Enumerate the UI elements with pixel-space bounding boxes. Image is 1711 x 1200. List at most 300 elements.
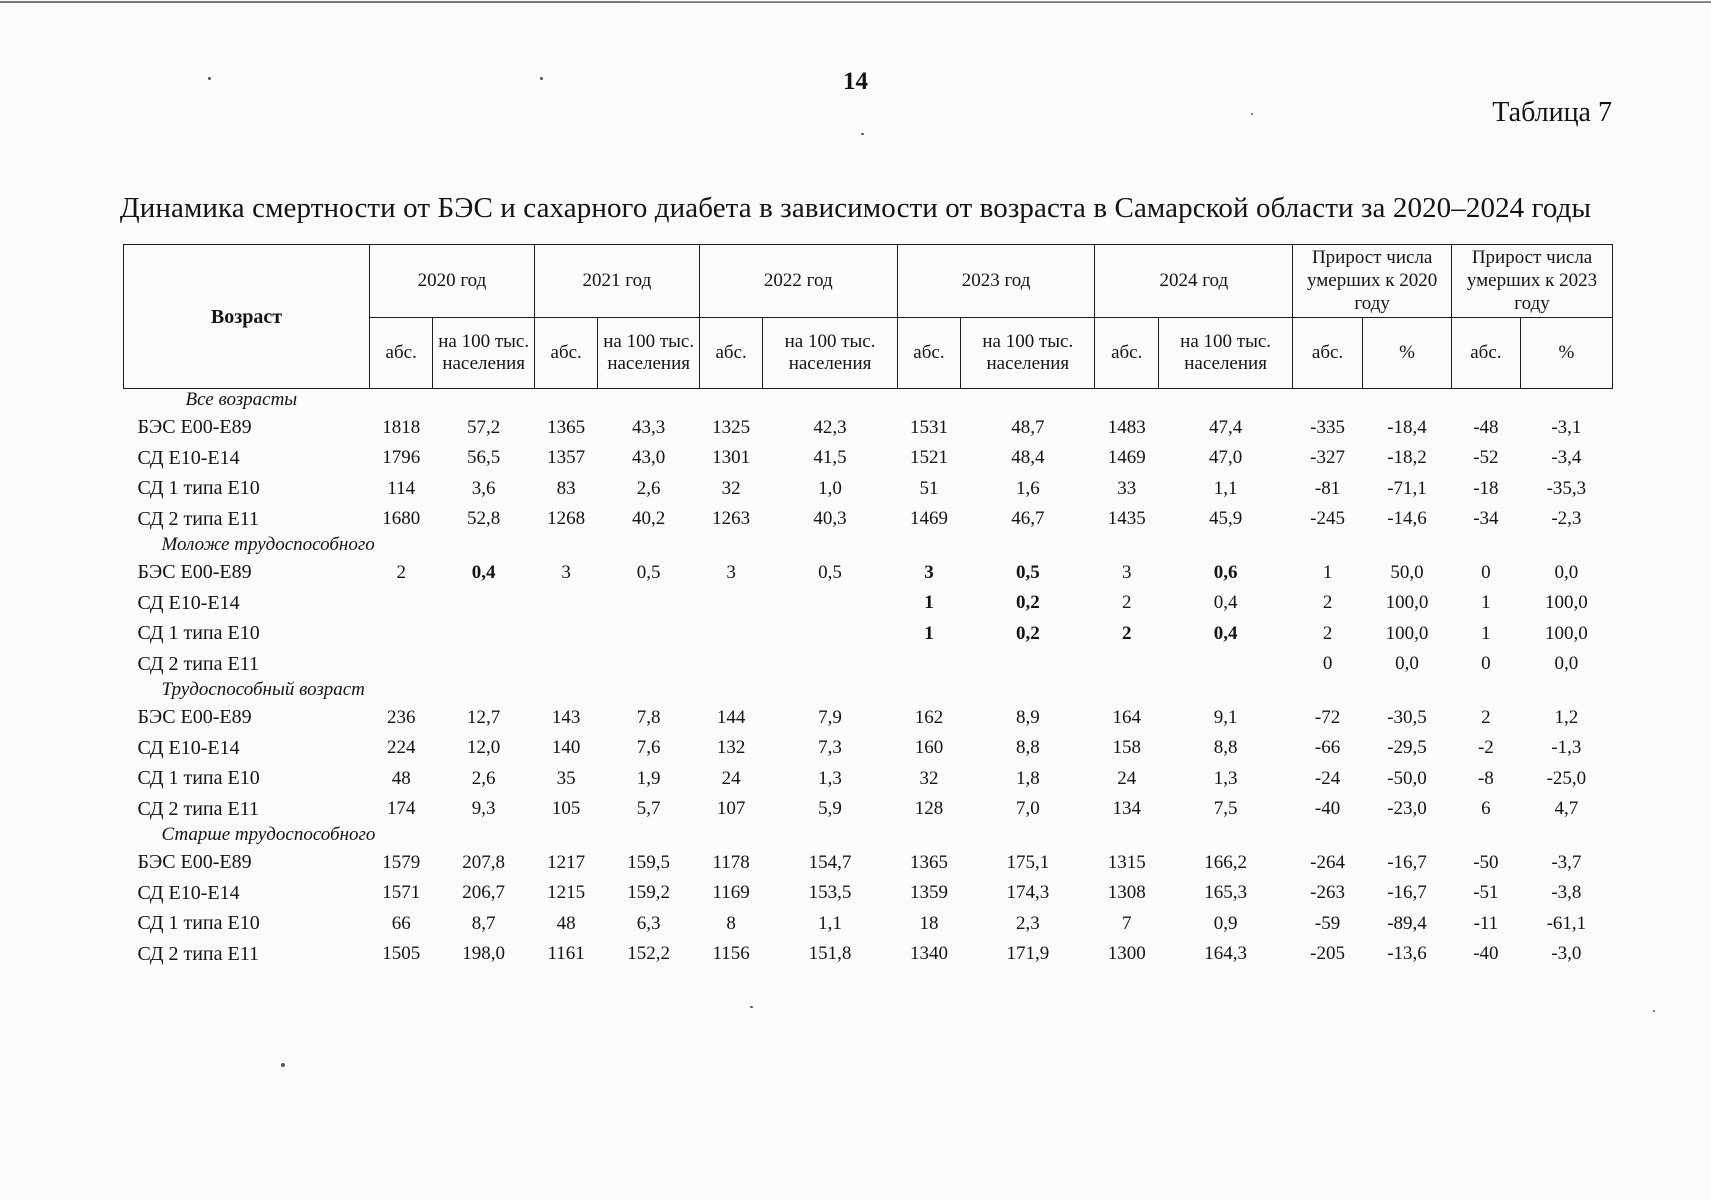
table-cell: 3 [561,561,571,583]
table-cell: 100,0 [1385,592,1429,614]
table-cell: -13,6 [1387,943,1427,965]
group-row [124,679,1613,702]
table-cell: 143 [551,706,581,728]
table-cell: 224 [386,737,416,759]
table-cell: 1531 [909,416,948,438]
table-cell: 0,6 [1213,561,1238,583]
table-cell: 128 [914,798,944,820]
scan-speck [861,133,864,135]
table-cell: 100,0 [1544,622,1588,644]
table-cell [699,649,763,680]
table-cell: 47,0 [1208,447,1243,469]
table-cell [897,649,961,680]
table-cell: 2 [1121,592,1132,614]
row-label: СД 2 типа Е11 [137,507,259,530]
header-year-2023: 2023 год [897,245,1095,318]
table-cell: 153,5 [808,882,852,904]
header-year-2022: 2022 год [699,245,897,318]
table-cell: 40,3 [813,508,847,530]
table-cell: 1 [1322,561,1333,583]
table-row [124,908,1613,939]
table-cell: 114 [387,477,416,499]
table-cell: 1,8 [1015,767,1040,789]
table-cell: 46,7 [1011,508,1045,530]
header-growth-2020: Прирост числа умерших к 2020 году [1293,245,1452,318]
table-body [124,389,1613,970]
table-cell: 1,1 [1213,477,1238,499]
table-cell: 2,6 [471,767,496,789]
table-cell: 1521 [909,447,948,469]
table-row [124,733,1613,764]
table-cell: 0,0 [1554,561,1579,583]
row-label: БЭС Е00-Е89 [137,416,252,439]
row-label: СД 1 типа Е10 [137,622,260,645]
table-row [124,939,1613,970]
table-cell: -1,3 [1551,737,1582,759]
table-cell [763,618,897,649]
table-header [124,245,1613,389]
table-cell: 1680 [382,508,421,530]
table-cell: -72 [1314,706,1341,728]
table-cell: 1300 [1107,943,1146,965]
table-cell: 9,1 [1213,706,1238,728]
table-cell: 8,9 [1015,706,1040,728]
table-cell: 3 [726,561,736,583]
table-cell: 48,7 [1011,416,1045,438]
table-cell: 132 [716,737,746,759]
table-cell: 43,0 [632,447,666,469]
header-year-2024: 2024 год [1095,245,1293,318]
scan-speck [281,1063,285,1067]
table-cell: 0,4 [1213,592,1238,614]
group-row [124,824,1613,847]
row-label: СД Е10-Е14 [137,736,240,759]
table-cell: 40,2 [632,508,666,530]
table-cell: 24 [721,767,741,789]
table-cell: -3,7 [1551,851,1582,873]
table-cell: 0,5 [636,561,661,583]
table-cell: 12,0 [467,737,501,759]
table-cell: 8,7 [471,912,496,934]
table-row [124,504,1613,535]
table-cell: 154,7 [808,851,852,873]
table-cell: 1 [924,592,934,614]
table-cell: 7,6 [636,737,661,759]
table-cell: 3 [1121,561,1132,583]
header-abs: абс. [534,318,598,389]
group-row [124,534,1613,557]
group-label: Старше трудоспособного [161,824,376,846]
row-label: СД Е10-Е14 [137,446,240,469]
table-cell: 47,4 [1208,416,1243,438]
header-percent: % [1362,318,1451,389]
table-cell: 7,0 [1015,798,1040,820]
table-row [124,649,1613,680]
table-cell: 6 [1481,798,1491,820]
table-cell [534,618,598,649]
table-cell: 1469 [1107,447,1146,469]
table-cell: 1 [1481,592,1491,614]
table-cell: -30,5 [1387,706,1427,728]
table-cell: 1215 [547,882,586,904]
table-cell: 57,2 [467,416,501,438]
table-cell: -245 [1310,508,1345,530]
header-rate: на 100 тыс. населения [433,318,534,389]
table-cell: 2 [1481,706,1491,728]
table-cell: 1301 [712,447,751,469]
table-cell: 0,0 [1554,653,1579,675]
table-cell: 1178 [712,851,750,873]
top-rule-faint [640,1,1711,2]
row-label: СД 1 типа Е10 [137,912,260,935]
table-cell: -25,0 [1546,767,1587,789]
row-label: СД Е10-Е14 [137,881,240,904]
table-cell: -50 [1473,851,1499,873]
table-cell: 1818 [382,416,421,438]
scan-speck [750,1006,753,1008]
table-cell: 41,5 [813,447,847,469]
table-cell: 0 [1322,653,1333,675]
table-cell: 1 [924,622,934,644]
table-cell [763,588,897,619]
table-cell: 166,2 [1204,851,1247,873]
table-cell: 1,3 [1213,767,1238,789]
table-row [124,618,1613,649]
table-cell: 32 [721,477,741,499]
table-cell: 1169 [712,882,750,904]
table-cell: 45,9 [1208,508,1243,530]
table-cell: -3,4 [1551,447,1582,469]
table-cell: -8 [1477,767,1494,789]
table-cell: 0,4 [471,561,496,583]
table-cell [699,588,763,619]
table-cell: 43,3 [632,416,666,438]
table-cell: -66 [1314,737,1341,759]
table-cell: 1365 [909,851,948,873]
scan-speck [540,77,543,80]
table-cell: 159,5 [627,851,671,873]
table-row [124,702,1613,733]
table-cell: 1325 [712,416,751,438]
header-year-2020: 2020 год [369,245,534,318]
table-cell: -205 [1310,943,1345,965]
header-abs: абс. [1095,318,1159,389]
table-cell: -18 [1473,477,1499,499]
table-cell: 1 [1481,622,1491,644]
table-cell [699,618,763,649]
table-cell: -3,0 [1551,943,1582,965]
row-label: БЭС Е00-Е89 [137,706,252,729]
table-cell: -51 [1473,882,1499,904]
table-cell: 33 [1117,477,1137,499]
scan-speck [208,77,211,80]
table-cell: 164 [1112,706,1141,728]
table-cell: 48 [556,912,576,934]
table-cell: 1,6 [1015,477,1040,499]
table-cell: 171,9 [1006,943,1050,965]
table-cell: 1340 [909,943,948,965]
table-cell: 3 [924,561,934,583]
table-cell: 7 [1121,912,1132,934]
table-cell: 42,3 [813,416,847,438]
table-cell: 1,2 [1554,706,1579,728]
table-cell: 8,8 [1015,737,1040,759]
table-cell: -52 [1473,447,1499,469]
table-cell: 24 [1117,767,1137,789]
table-cell [598,618,699,649]
table-cell: 1,1 [818,912,842,934]
mortality-table [123,244,1613,969]
row-label: СД 2 типа Е11 [137,797,259,820]
table-row [124,588,1613,619]
group-label: Моложе трудоспособного [161,534,375,556]
table-cell: -3,8 [1551,882,1582,904]
table-cell: 0,4 [1213,622,1238,644]
table-cell: 0,5 [1015,561,1040,583]
table-cell: -335 [1310,416,1345,438]
table-cell: -89,4 [1387,912,1427,934]
table-cell: 66 [391,912,411,934]
row-label: СД Е10-Е14 [137,591,240,614]
table-cell: 8 [726,912,736,934]
table-cell: 1483 [1107,416,1146,438]
table-cell: 48,4 [1011,447,1045,469]
table-cell [598,649,699,680]
table-cell: 7,3 [818,737,842,759]
table-row [124,794,1613,825]
table-cell: -14,6 [1387,508,1427,530]
table-cell: 2,3 [1015,912,1040,934]
table-cell: 56,5 [467,447,501,469]
header-age: Возраст [124,245,370,389]
table-row [124,412,1613,443]
table-cell: -3,1 [1551,416,1582,438]
page-number: 14 [843,68,868,95]
table-cell: -11 [1473,912,1499,934]
header-abs: абс. [699,318,763,389]
header-rate: на 100 тыс. населения [961,318,1095,389]
table-cell: -40 [1473,943,1499,965]
table-cell: 144 [716,706,746,728]
table-cell: -16,7 [1387,851,1427,873]
table-cell: 162 [914,706,944,728]
table-row [124,557,1613,588]
table-cell: -35,3 [1546,477,1587,499]
scan-speck [1653,1010,1655,1012]
table-cell: -59 [1314,912,1341,934]
header-growth-2023: Прирост числа умерших к 2023 году [1452,245,1613,318]
table-row [124,763,1613,794]
group-label: Все возрасты [185,389,298,411]
table-cell: 134 [1112,798,1141,820]
table-cell: 2,6 [636,477,661,499]
group-row [124,389,1613,413]
table-cell: 9,3 [471,798,496,820]
table-cell: 50,0 [1390,561,1424,583]
table-cell: -71,1 [1387,477,1427,499]
table-cell: 32 [919,767,939,789]
table-row [124,443,1613,474]
table-cell: -48 [1473,416,1499,438]
table-cell [433,618,534,649]
scan-speck [1251,113,1253,115]
table-cell: 100,0 [1385,622,1429,644]
table-cell: 0,0 [1395,653,1419,675]
table-cell: 198,0 [462,943,506,965]
table-cell: -18,4 [1387,416,1427,438]
table-cell [961,649,1095,680]
table-cell: 2 [1322,622,1333,644]
header-rate: на 100 тыс. населения [763,318,897,389]
table-cell: -34 [1473,508,1499,530]
group-label: Трудоспособный возраст [161,679,365,701]
table-cell: 0,2 [1015,592,1040,614]
table-cell: 1268 [547,508,586,530]
table-cell: 165,3 [1204,882,1247,904]
header-percent: % [1520,318,1612,389]
table-cell: 6,3 [636,912,661,934]
table-label: Таблица 7 [1492,97,1612,128]
table-cell [534,588,598,619]
table-cell [598,588,699,619]
table-cell: 5,7 [636,798,661,820]
table-cell: -18,2 [1387,447,1427,469]
table-cell: 1315 [1107,851,1146,873]
table-cell [369,588,433,619]
table-cell: 18 [919,912,939,934]
table-cell: 1263 [712,508,751,530]
table-cell: -29,5 [1387,737,1427,759]
table-cell: 8,8 [1213,737,1238,759]
table-cell: 151,8 [808,943,852,965]
header-year-2021: 2021 год [534,245,699,318]
table-cell: 160 [914,737,944,759]
table-cell: 1796 [382,447,421,469]
row-label: СД 2 типа Е11 [137,652,259,675]
table-cell: 7,9 [818,706,842,728]
table-cell [433,649,534,680]
table-cell: 1579 [382,851,421,873]
table-cell: 1359 [909,882,948,904]
table-cell [1095,649,1159,680]
table-cell: 1435 [1107,508,1146,530]
row-label: СД 2 типа Е11 [137,942,259,965]
table-cell: 7,5 [1213,798,1238,820]
table-cell: 52,8 [467,508,501,530]
table-cell: 83 [556,477,576,499]
table-cell: 1,0 [818,477,842,499]
table-cell: -2 [1477,737,1494,759]
header-abs: абс. [369,318,433,389]
table-cell: 107 [716,798,746,820]
table-cell: 174,3 [1006,882,1050,904]
header-abs: абс. [1452,318,1521,389]
table-cell: 158 [1112,737,1141,759]
table-cell: 140 [551,737,581,759]
table-cell: 1469 [909,508,948,530]
table-cell: -327 [1310,447,1345,469]
table-cell: 1,9 [636,767,661,789]
table-cell: 3,6 [471,477,496,499]
table-cell [369,649,433,680]
table-cell: 4,7 [1554,798,1579,820]
table-cell: 0,2 [1015,622,1040,644]
table-cell [763,649,897,680]
table-cell: -2,3 [1551,508,1582,530]
table-cell: 1,3 [818,767,842,789]
table-cell [369,618,433,649]
table-cell: 1505 [382,943,421,965]
table-cell: 159,2 [627,882,671,904]
table-cell: 5,9 [818,798,842,820]
table-cell [1158,649,1292,680]
table-cell: 12,7 [467,706,501,728]
table-cell: 51 [919,477,939,499]
table-cell: 100,0 [1544,592,1588,614]
header-row-years [124,245,1613,318]
table-cell: 1156 [712,943,750,965]
table-cell: -23,0 [1387,798,1427,820]
table-cell: 174 [386,798,416,820]
header-abs: абс. [897,318,961,389]
table-cell: -264 [1310,851,1345,873]
table-cell: -24 [1314,767,1341,789]
table-cell [433,588,534,619]
table-cell: 0 [1481,653,1491,675]
table-cell: 1217 [547,851,586,873]
table-row [124,473,1613,504]
table-cell [534,649,598,680]
table-row [124,847,1613,878]
table-cell: 1571 [382,882,421,904]
table-cell: 0,9 [1213,912,1238,934]
row-label: БЭС Е00-Е89 [137,851,252,874]
table-cell: 207,8 [462,851,506,873]
table-cell: -40 [1314,798,1341,820]
header-rate: на 100 тыс. населения [1158,318,1292,389]
table-cell: -81 [1314,477,1341,499]
table-cell: 0,5 [818,561,842,583]
table-cell: 2 [1121,622,1132,644]
table-cell: -263 [1310,882,1345,904]
table-cell: 1161 [547,943,585,965]
table-cell: -16,7 [1387,882,1427,904]
row-label: СД 1 типа Е10 [137,477,260,500]
table-cell: 35 [556,767,576,789]
table-cell: 0 [1481,561,1491,583]
table-cell: 152,2 [627,943,671,965]
table-cell: 2 [396,561,406,583]
table-cell: 164,3 [1204,943,1247,965]
table-title: Динамика смертности от БЭС и сахарного диабета в зависимости от возраста в Самарской области за 2020–2024 годы [119,192,1592,224]
table-cell: -61,1 [1546,912,1587,934]
table-cell: 48 [391,767,411,789]
table-cell: 2 [1322,592,1333,614]
table-row [124,878,1613,909]
table-cell: 7,8 [636,706,661,728]
row-label: СД 1 типа Е10 [137,767,260,790]
table-cell: 1357 [547,447,586,469]
table-cell: 175,1 [1006,851,1050,873]
row-label: БЭС Е00-Е89 [137,561,252,584]
table-cell: 236 [386,706,416,728]
header-rate: на 100 тыс. населения [598,318,699,389]
header-abs: абс. [1293,318,1363,389]
table-cell: 206,7 [462,882,506,904]
table-cell: 1365 [547,416,586,438]
table-cell: -50,0 [1387,767,1427,789]
table-cell: 1308 [1107,882,1146,904]
